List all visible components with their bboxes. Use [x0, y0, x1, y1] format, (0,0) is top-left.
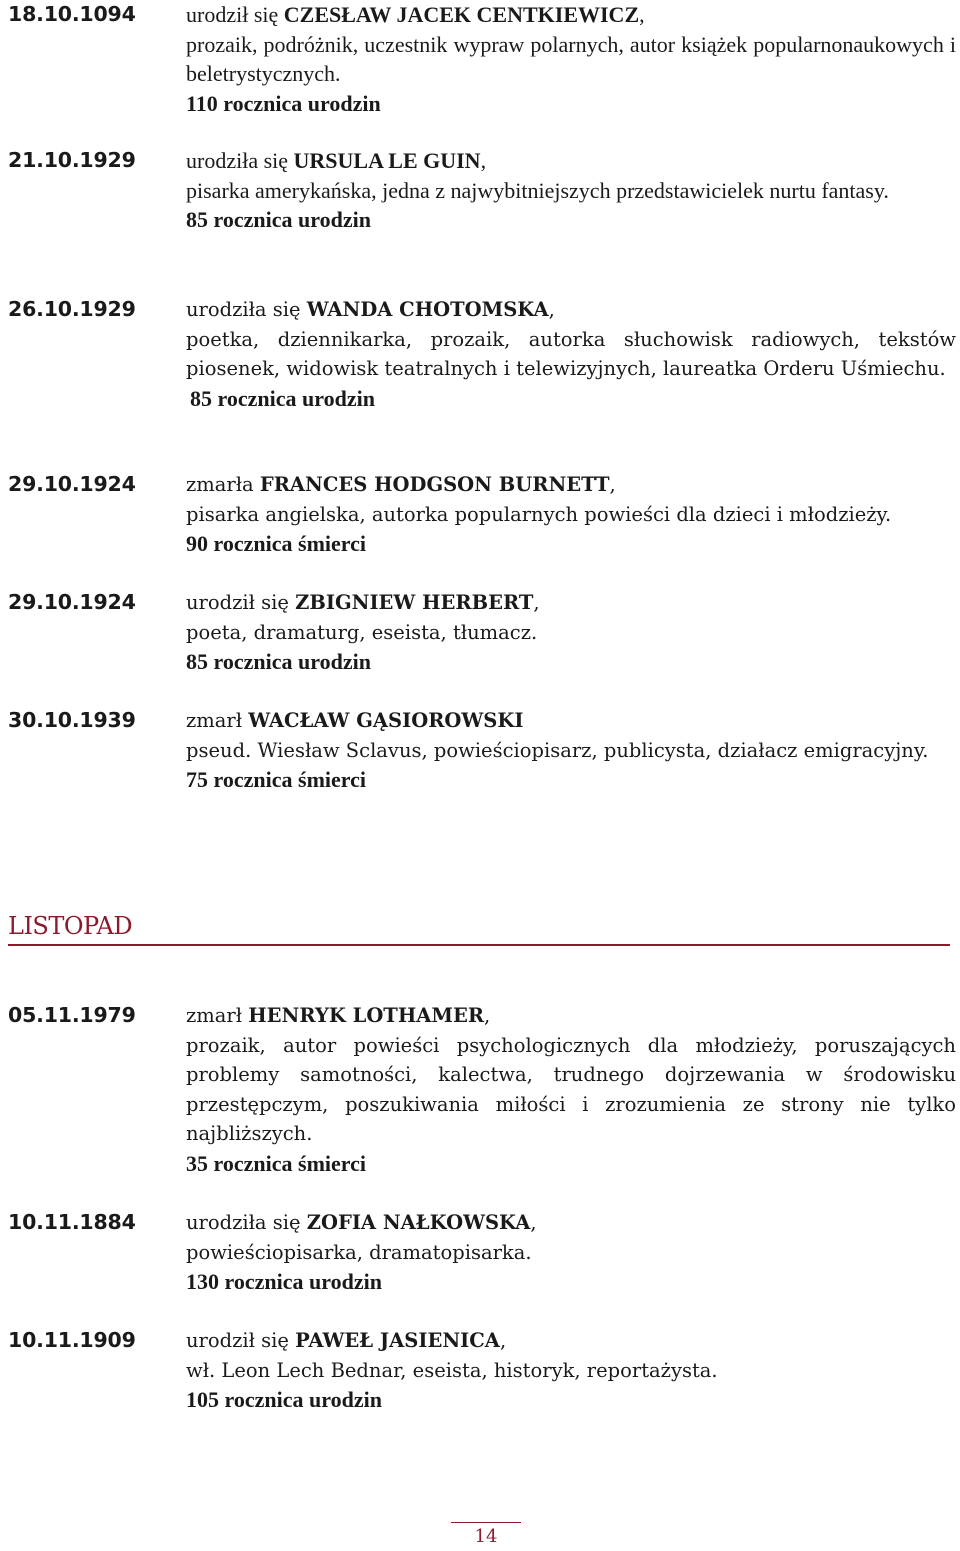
- entry-verb: zmarł: [186, 1004, 249, 1027]
- entry-anniversary: 85 rocznica urodzin: [190, 385, 375, 411]
- entry-date: 05.11.1979: [8, 1003, 136, 1027]
- entry-name: HENRYK LOTHAMER: [248, 1004, 485, 1027]
- entry-suffix: ,: [499, 1329, 507, 1352]
- entry-chotomska: [8, 295, 956, 413]
- entry-anniversary: 85 rocznica urodzin: [186, 207, 371, 232]
- entry-lothamer: [8, 1001, 956, 1178]
- entry-description: poetka, dziennikarka, prozaik, autorka słuchowisk radiowych, tekstów piosenek, widowisk teatralnych i telewizyjnych, laureatka Orderu Uśmiechu.: [186, 327, 956, 380]
- month-title: LISTOPAD: [8, 912, 133, 940]
- entry-date: 29.10.1924: [8, 472, 136, 496]
- entry-anniversary: 75 rocznica śmierci: [186, 767, 367, 792]
- entry-anniversary: 130 rocznica urodzin: [186, 1269, 382, 1294]
- entry-suffix: ,: [639, 2, 645, 27]
- entry-date: 10.11.1884: [8, 1210, 136, 1234]
- entry-burnett: [8, 470, 956, 559]
- entry-description: pisarka amerykańska, jedna z najwybitniejszych przedstawicielek nurtu fantasy.: [186, 177, 889, 203]
- entry-description: pisarka angielska, autorka popularnych powieści dla dzieci i młodzieży.: [186, 502, 892, 526]
- entry-name: FRANCES HODGSON BURNETT: [259, 473, 610, 496]
- entry-date: 18.10.1094: [8, 2, 136, 26]
- entry-gasiorowski: [8, 706, 956, 795]
- entry-description: poeta, dramaturg, eseista, tłumacz.: [186, 620, 538, 644]
- entry-date: 21.10.1929: [8, 148, 136, 172]
- entry-description: wł. Leon Lech Bednar, eseista, historyk, reportażysta.: [186, 1358, 718, 1382]
- entry-suffix: ,: [533, 591, 540, 614]
- entry-verb: urodziła się: [186, 298, 307, 321]
- entry-jasienica: [8, 1326, 956, 1415]
- entry-anniversary: 85 rocznica urodzin: [186, 649, 371, 674]
- entry-centkiewicz: [8, 0, 956, 118]
- entry-date: 10.11.1909: [8, 1328, 136, 1352]
- entry-anniversary: 105 rocznica urodzin: [186, 1387, 382, 1412]
- entry-herbert: [8, 588, 956, 677]
- entry-suffix: ,: [609, 473, 616, 496]
- entry-date: 29.10.1924: [8, 590, 136, 614]
- page-number: 14: [474, 1526, 498, 1547]
- entry-name: CZESŁAW JACEK CENTKIEWICZ: [283, 2, 640, 27]
- entry-nalkowska: [8, 1208, 956, 1297]
- entry-name: WACŁAW GĄSIOROWSKI: [248, 709, 524, 732]
- entry-le-guin: [8, 146, 956, 235]
- entry-description: pseud. Wiesław Sclavus, powieściopisarz, publicysta, działacz emigracyjny.: [186, 738, 929, 762]
- entry-description: prozaik, autor powieści psychologicznych dla młodzieży, poruszających problemy samotności, kalectwa, trudnego dojrzewania w środowisku przestępczym, poszukiwania miłości i zrozumienia ze strony nie tylko najbliższych.: [186, 1033, 956, 1145]
- entry-name: ZBIGNIEW HERBERT: [295, 591, 534, 614]
- entry-anniversary: 110 rocznica urodzin: [186, 90, 381, 116]
- entry-verb: zmarła: [186, 473, 260, 496]
- entry-name: URSULA LE GUIN: [293, 148, 481, 173]
- entry-verb: urodził się: [186, 591, 296, 614]
- entry-suffix: ,: [548, 298, 555, 321]
- entry-suffix: ,: [530, 1211, 537, 1234]
- entry-verb: zmarł: [186, 709, 249, 732]
- entry-description: powieściopisarka, dramatopisarka.: [186, 1240, 532, 1264]
- entry-name: PAWEŁ JASIENICA: [295, 1329, 500, 1352]
- entry-anniversary: 90 rocznica śmierci: [186, 531, 367, 556]
- entry-verb: urodził się: [186, 2, 284, 27]
- entry-suffix: ,: [484, 1004, 491, 1027]
- entry-verb: urodziła się: [186, 1211, 307, 1234]
- entry-verb: urodził się: [186, 1329, 296, 1352]
- entry-suffix: ,: [480, 148, 487, 173]
- entry-date: 26.10.1929: [8, 297, 136, 321]
- month-heading: [8, 912, 950, 946]
- entry-anniversary: 35 rocznica śmierci: [186, 1150, 367, 1176]
- entry-description: prozaik, podróżnik, uczestnik wypraw polarnych, autor książek popularnonaukowych i beletrystycznych.: [186, 31, 956, 86]
- entry-date: 30.10.1939: [8, 708, 136, 732]
- entry-name: WANDA CHOTOMSKA: [306, 298, 549, 321]
- footer-divider: [451, 1522, 521, 1523]
- entry-verb: urodziła się: [186, 148, 294, 173]
- entry-name: ZOFIA NAŁKOWSKA: [306, 1211, 531, 1234]
